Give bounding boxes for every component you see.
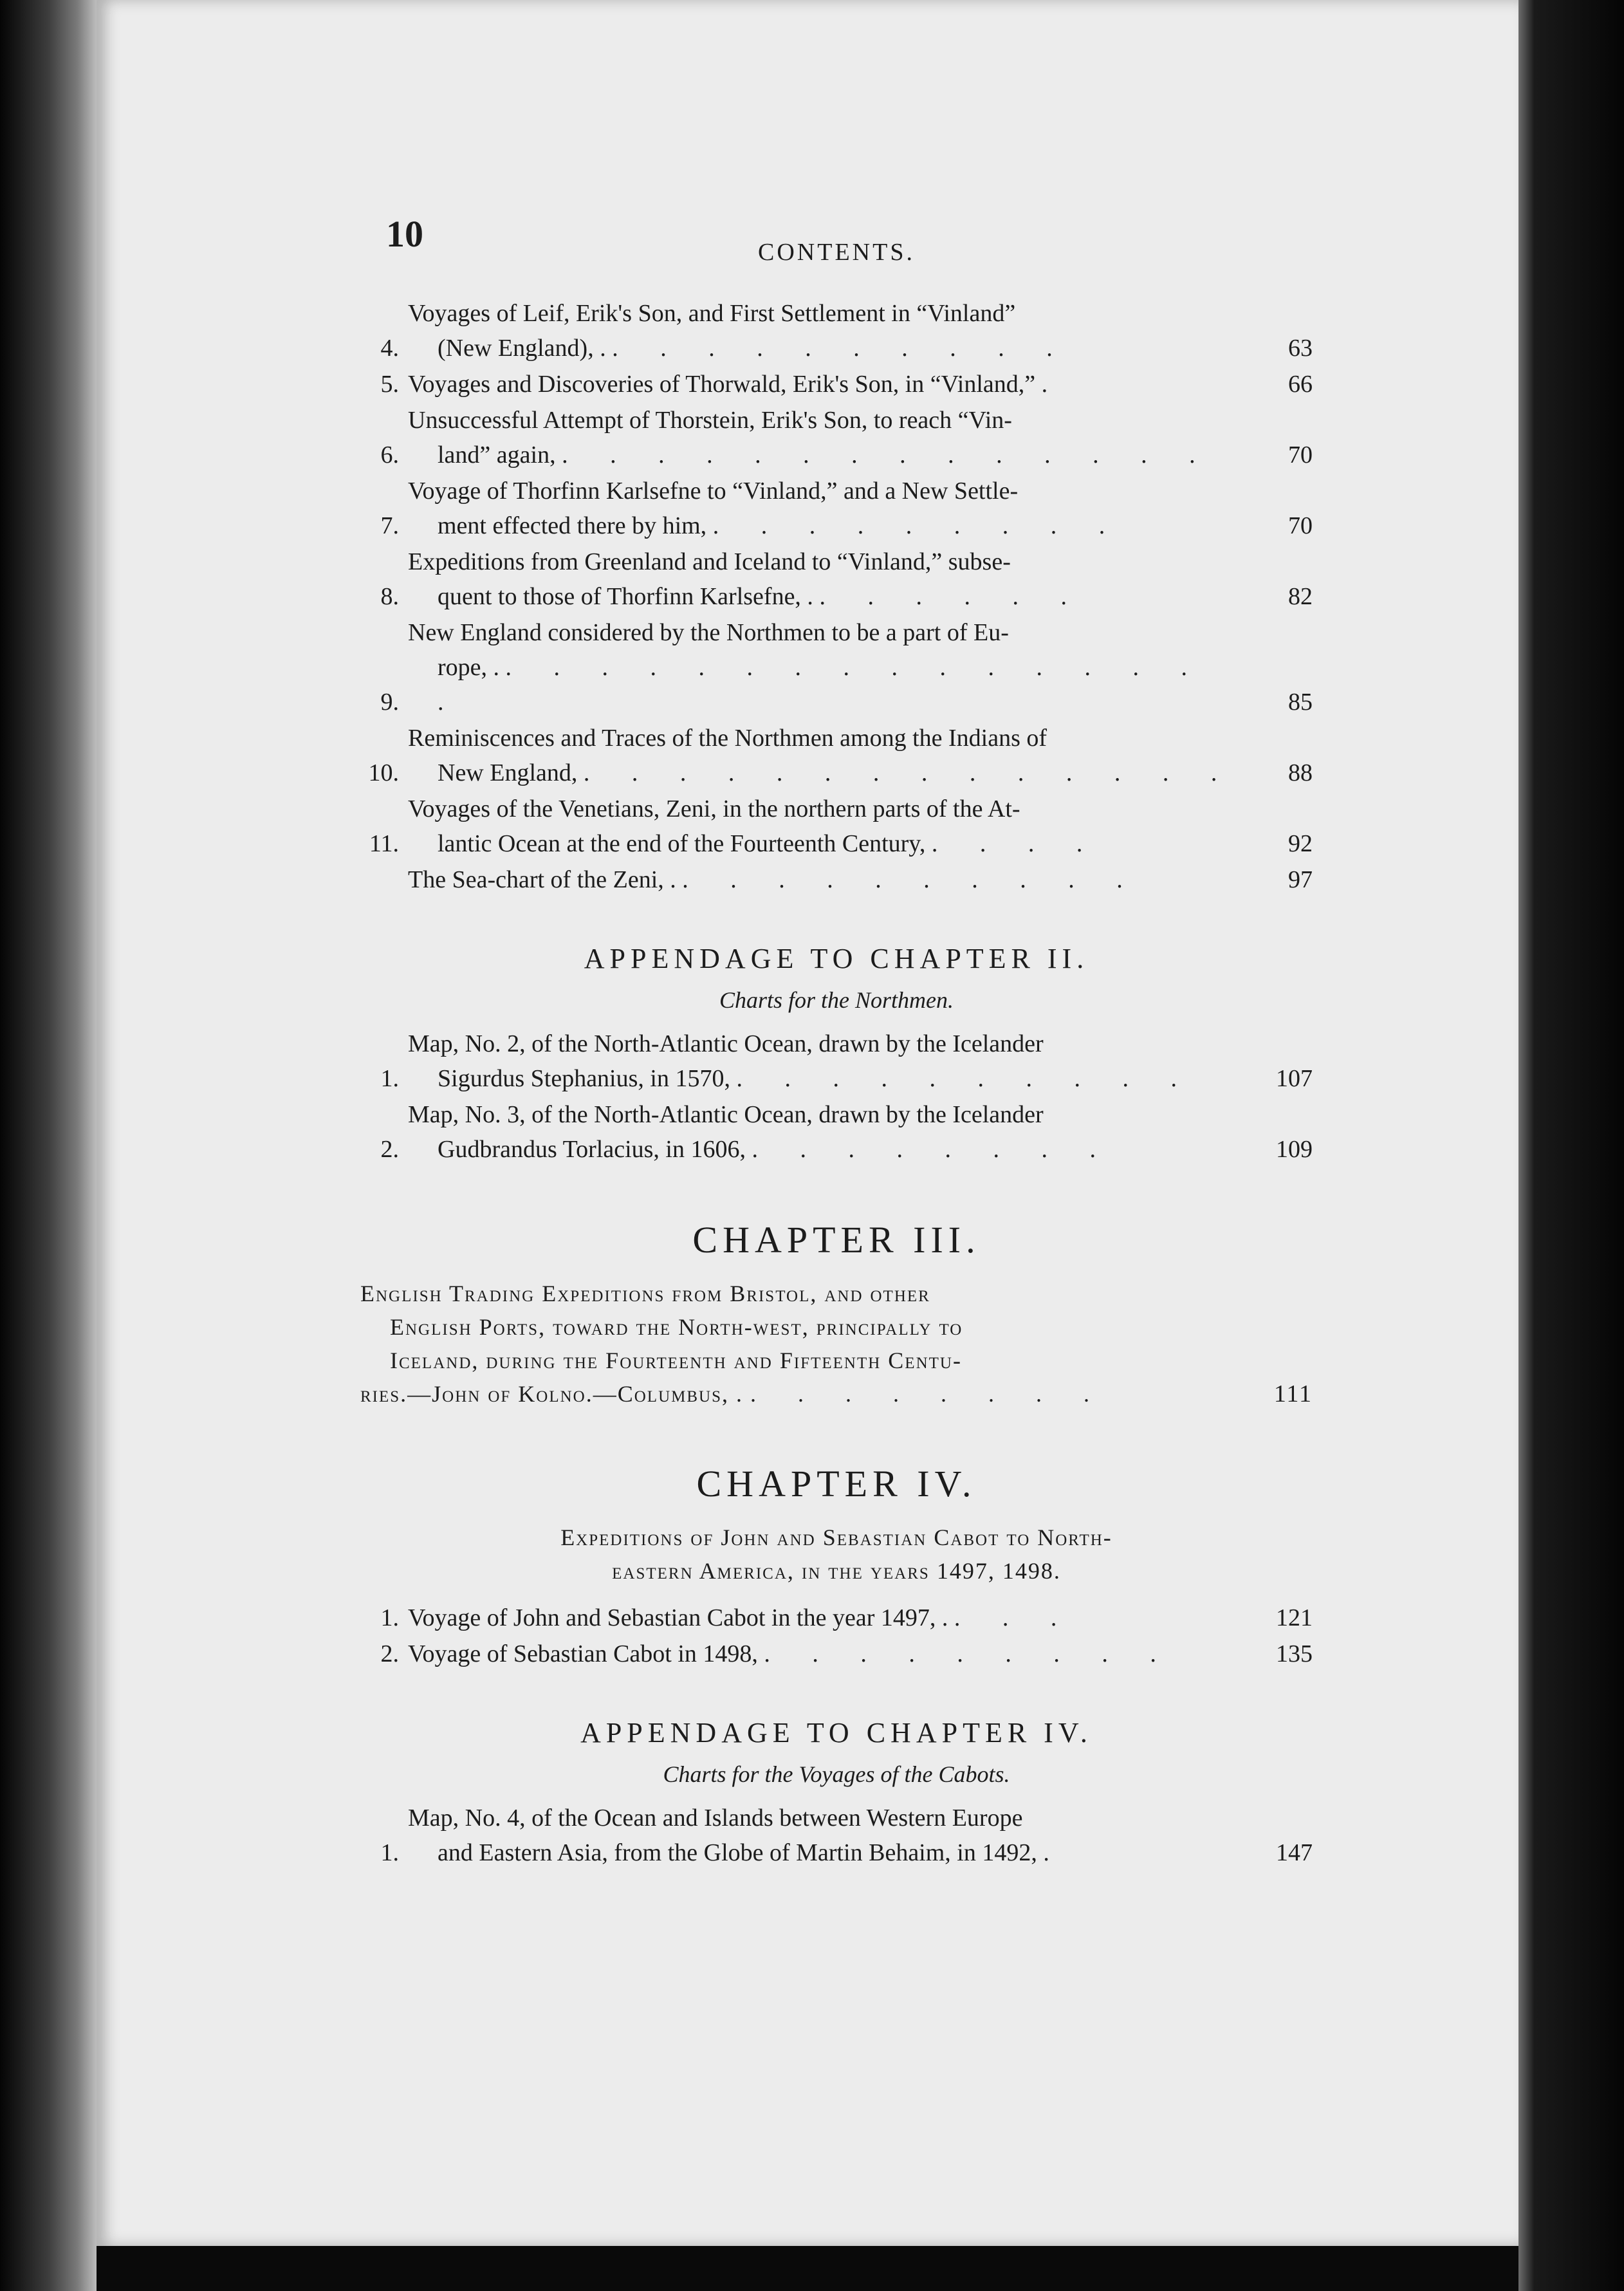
chapter-3-description — [360, 1277, 1313, 1411]
toc-entries-chapter-2 — [360, 296, 1313, 897]
entry-number: 7. — [380, 512, 399, 539]
entry-text: Voyage of Sebastian Cabot in 1498, — [408, 1640, 758, 1667]
entry-number: 10. — [368, 759, 399, 786]
entry-page-ref: 70 — [1288, 512, 1313, 539]
entry-page-ref: 85 — [1288, 689, 1313, 716]
entry-page-ref: 121 — [1276, 1604, 1313, 1631]
appendage-ch2-subtitle: Charts for the Northmen. — [719, 987, 954, 1013]
entry-page-ref: 63 — [1288, 335, 1313, 362]
entry-number: 8. — [380, 583, 399, 610]
entry-text: Unsuccessful Attempt of Thorstein, Erik's Son, to reach “Vin- — [408, 407, 1012, 434]
entry-text: Map, No. 2, of the North-Atlantic Ocean, drawn by the Icelander — [408, 1030, 1044, 1057]
toc-entry — [360, 1637, 1313, 1671]
entry-page-ref: 82 — [1288, 583, 1313, 610]
dot-leader: . . . . . . . . . — [712, 512, 1123, 539]
dot-leader: . . . . . . . . — [750, 1381, 1107, 1407]
entry-number: 6. — [380, 441, 399, 468]
entry-text: The Sea-chart of the Zeni, . — [408, 866, 676, 893]
entry-text: Voyage of Thorfinn Karlsefne to “Vinland,” and a New Settle- — [408, 478, 1019, 505]
entry-page-ref: 97 — [1288, 866, 1313, 893]
entry-text: land” again, — [438, 441, 556, 468]
entry-page-ref: 107 — [1276, 1065, 1313, 1092]
toc-entry — [360, 615, 1313, 719]
dot-leader: . . . . . . — [819, 583, 1085, 610]
chapter-3-desc-line: Iceland, during the Fourteenth and Fifteenth Centu- — [390, 1348, 962, 1373]
appendage-ch2-title: APPENDAGE TO CHAPTER II. — [584, 943, 1089, 974]
entry-text: New England considered by the Northmen to be a part of Eu- — [408, 619, 1009, 646]
chapter-4-entries — [360, 1600, 1313, 1671]
toc-entry — [360, 367, 1313, 402]
entry-text: ment effected there by him, — [438, 512, 707, 539]
entry-text: Voyage of John and Sebastian Cabot in the year 1497, . — [408, 1604, 948, 1631]
toc-entry — [360, 862, 1313, 897]
entry-text: Sigurdus Stephanius, in 1570, — [438, 1065, 730, 1092]
entry-text: and Eastern Asia, from the Globe of Martin Behaim, in 1492, — [438, 1839, 1037, 1866]
running-head: CONTENTS. — [758, 239, 915, 266]
entry-number: 4. — [380, 335, 399, 362]
toc-entry — [360, 1097, 1313, 1167]
toc-entry — [360, 1600, 1313, 1635]
dot-leader: . . . . . . . . . — [764, 1640, 1174, 1667]
entry-text: lantic Ocean at the end of the Fourteenth Century, — [438, 830, 926, 857]
entry-number: 5. — [380, 371, 399, 398]
entry-number: 2. — [380, 1640, 399, 1667]
toc-entry — [360, 721, 1313, 790]
chapter-4-description — [360, 1521, 1313, 1588]
scan-right-edge — [1518, 0, 1624, 2291]
entry-text: Map, No. 4, of the Ocean and Islands between Western Europe — [408, 1804, 1023, 1832]
chapter-3-desc-line: English Trading Expeditions from Bristol, and other — [360, 1281, 930, 1306]
entry-text: Reminiscences and Traces of the Northmen among the Indians of — [408, 725, 1047, 752]
entry-text: Voyages and Discoveries of Thorwald, Erik's Son, in “Vinland,” . — [408, 371, 1048, 398]
appendage-ch4-subtitle: Charts for the Voyages of the Cabots. — [663, 1761, 1010, 1787]
entry-number: 11. — [369, 830, 399, 857]
chapter-4-title: CHAPTER IV. — [696, 1463, 977, 1505]
appendage-ch4-title: APPENDAGE TO CHAPTER IV. — [580, 1717, 1093, 1748]
entry-text: Voyages of Leif, Erik's Son, and First Settlement in “Vinland” — [408, 300, 1016, 327]
dot-leader: . . . . . . . . . . — [612, 335, 1071, 362]
entry-number: 1. — [380, 1839, 399, 1866]
dot-leader: . . . . . . . . . . — [682, 866, 1141, 893]
entry-text: Gudbrandus Torlacius, in 1606, — [438, 1136, 746, 1163]
toc-entry — [360, 792, 1313, 861]
entry-number: 2. — [380, 1136, 399, 1163]
scan-bottom-edge — [97, 2246, 1518, 2291]
chapter-3-title: CHAPTER III. — [692, 1219, 981, 1261]
toc-entry — [360, 544, 1313, 614]
entry-text: rope, . — [438, 654, 500, 681]
dot-leader: . . . . . . . . . . . . . . . . — [438, 654, 1206, 716]
entry-text: Map, No. 3, of the North-Atlantic Ocean, drawn by the Icelander — [408, 1101, 1044, 1128]
chapter-4-desc-line: eastern America, in the years 1497, 1498. — [612, 1558, 1061, 1584]
entry-page-ref: 135 — [1276, 1640, 1313, 1667]
entry-number: 9. — [380, 689, 399, 716]
chapter-4-desc-line: Expeditions of John and Sebastian Cabot to North- — [560, 1525, 1112, 1550]
dot-leader: . . . . — [931, 830, 1101, 857]
book-binding — [0, 0, 97, 2291]
dot-leader: . — [1043, 1839, 1067, 1866]
dot-leader: . . . . . . . . . . . . . . — [583, 759, 1235, 786]
entry-number: 1. — [380, 1065, 399, 1092]
chapter-3-desc-line: English Ports, toward the North-west, principally to — [390, 1314, 963, 1340]
entry-number: 1. — [380, 1604, 399, 1631]
toc-entry — [360, 1801, 1313, 1870]
chapter-3-page-ref: 111 — [1273, 1380, 1313, 1407]
appendage-ch2-entries — [360, 1026, 1313, 1167]
page-content — [360, 212, 1313, 1871]
entry-text: (New England), . — [438, 335, 606, 362]
entry-text: Expeditions from Greenland and Iceland to “Vinland,” subse- — [408, 548, 1011, 575]
dot-leader: . . . — [954, 1604, 1075, 1631]
toc-entry — [360, 403, 1313, 472]
entry-page-ref: 70 — [1288, 441, 1313, 468]
page-number: 10 — [386, 213, 423, 255]
toc-entry — [360, 296, 1313, 366]
page-header — [360, 212, 1313, 283]
entry-text: New England, — [438, 759, 578, 786]
appendage-ch4-entries — [360, 1801, 1313, 1870]
entry-text: Voyages of the Venetians, Zeni, in the northern parts of the At- — [408, 795, 1020, 822]
entry-page-ref: 147 — [1276, 1839, 1313, 1866]
entry-page-ref: 109 — [1276, 1136, 1313, 1163]
entry-text: quent to those of Thorfinn Karlsefne, . — [438, 583, 813, 610]
dot-leader: . . . . . . . . — [752, 1136, 1114, 1163]
entry-page-ref: 66 — [1288, 371, 1313, 398]
toc-entry — [360, 474, 1313, 543]
dot-leader: . . . . . . . . . . . . . . — [562, 441, 1213, 468]
entry-page-ref: 88 — [1288, 759, 1313, 786]
dot-leader: . . . . . . . . . . — [736, 1065, 1195, 1092]
toc-entry — [360, 1026, 1313, 1096]
entry-page-ref: 92 — [1288, 830, 1313, 857]
chapter-3-desc-line: ries.—John of Kolno.—Columbus, . — [360, 1381, 743, 1407]
